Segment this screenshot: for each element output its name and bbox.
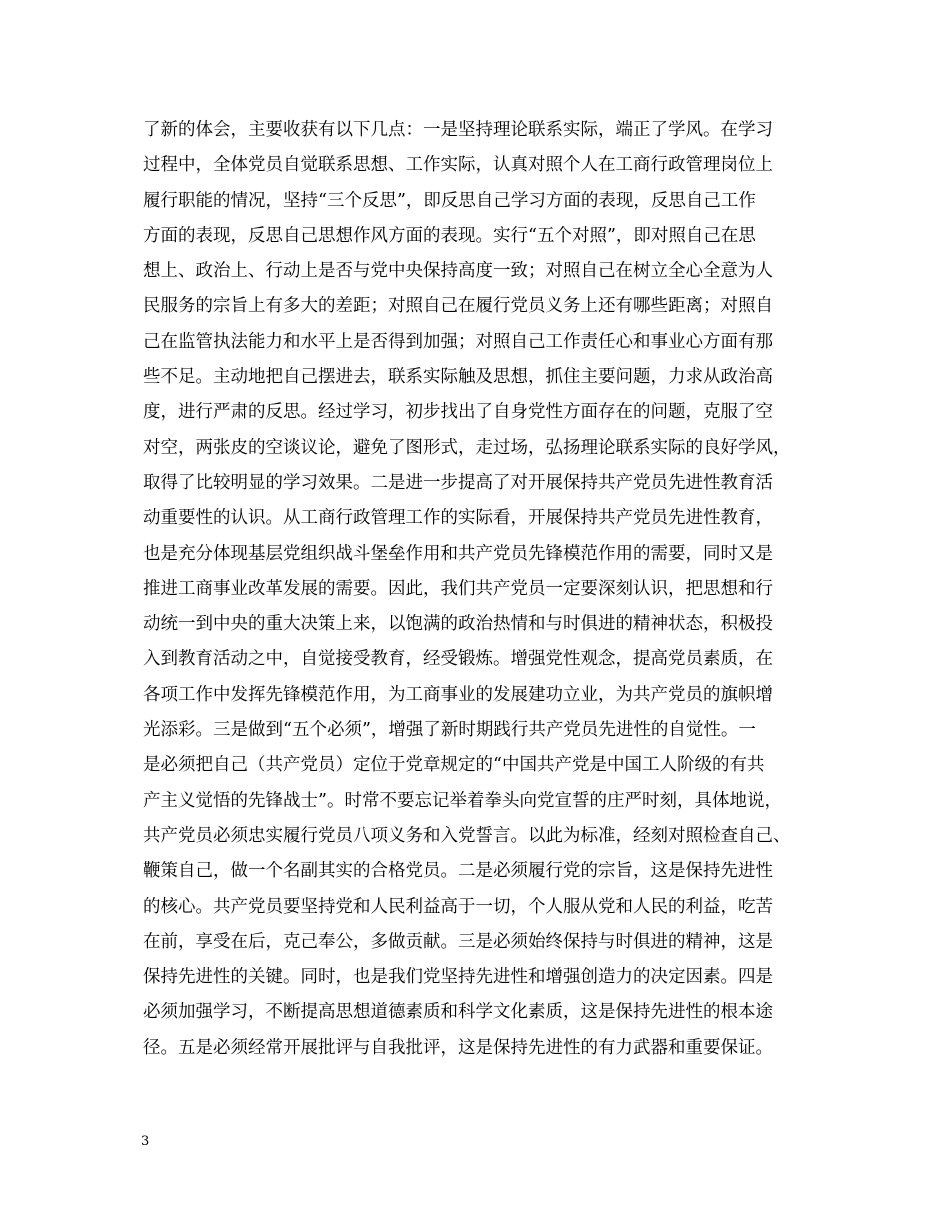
text-line: 保持先进性的关键。同时，也是我们党坚持先进性和增强创造力的决定因素。四是	[143, 967, 773, 988]
text-line: 产主义觉悟的先锋战士”。时常不要忘记举着拳头向党宣誓的庄严时刻，具体地说，	[143, 790, 782, 811]
page-number: 3	[141, 1134, 150, 1149]
text-line: 是必须把自己（共产党员）定位于党章规定的“中国共产党是中国工人阶级的有共	[143, 755, 765, 776]
text-line: 各项工作中发挥先锋模范作用，为工商事业的发展建功立业，为共产党员的旗帜增	[143, 684, 773, 705]
text-line: 取得了比较明显的学习效果。二是进一步提高了对开展保持共产党员先进性教育活	[143, 472, 773, 493]
text-line: 己在监管执法能力和水平上是否得到加强；对照自己工作责任心和事业心方面有那	[143, 331, 773, 352]
text-line: 对空，两张皮的空谈议论，避免了图形式，走过场，弘扬理论联系实际的良好学风，	[143, 437, 791, 458]
text-line: 也是充分体现基层党组织战斗堡垒作用和共产党员先锋模范作用的需要，同时又是	[143, 543, 773, 564]
text-line: 径。五是必须经常开展批评与自我批评，这是保持先进性的有力武器和重要保证。	[143, 1037, 773, 1058]
text-line: 动重要性的认识。从工商行政管理工作的实际看，开展保持共产党员先进性教育，	[143, 508, 773, 529]
text-line: 共产党员必须忠实履行党员八项义务和入党誓言。以此为标准，经刻对照检查自己、	[143, 825, 791, 846]
text-line: 想上、政治上、行动上是否与党中央保持高度一致；对照自己在树立全心全意为人	[143, 261, 773, 282]
body-text	[143, 113, 823, 1066]
text-line: 履行职能的情况，坚持“三个反思”，即反思自己学习方面的表现，反思自己工作	[143, 190, 756, 211]
text-line: 鞭策自己，做一个名副其实的合格党员。二是必须履行党的宗旨，这是保持先进性	[143, 861, 773, 882]
text-line: 些不足。主动地把自己摆进去，联系实际触及思想，抓住主要问题，力求从政治高	[143, 367, 773, 388]
text-line: 的核心。共产党员要坚持党和人民利益高于一切，个人服从党和人民的利益，吃苦	[143, 896, 773, 917]
text-line: 过程中，全体党员自觉联系思想、工作实际，认真对照个人在工商行政管理岗位上	[143, 155, 773, 176]
text-line: 光添彩。三是做到“五个必须”，增强了新时期践行共产党员先进性的自觉性。一	[143, 720, 756, 741]
text-line: 入到教育活动之中，自觉接受教育，经受锻炼。增强党性观念，提高党员素质，在	[143, 649, 773, 670]
text-line: 方面的表现，反思自己思想作风方面的表现。实行“五个对照”，即对照自己在思	[143, 225, 756, 246]
text-line: 民服务的宗旨上有多大的差距；对照自己在履行党员义务上还有哪些距离；对照自	[143, 296, 773, 317]
text-line: 了新的体会，主要收获有以下几点：一是坚持理论联系实际，端正了学风。在学习	[143, 120, 773, 140]
text-line: 度，进行严肃的反思。经过学习，初步找出了自身党性方面存在的问题，克服了空	[143, 402, 773, 423]
text-line: 在前，享受在后，克己奉公，多做贡献。三是必须始终保持与时俱进的精神，这是	[143, 931, 773, 952]
text-line: 动统一到中央的重大决策上来，以饱满的政治热情和与时俱进的精神状态，积极投	[143, 614, 773, 635]
text-line: 必须加强学习，不断提高思想道德素质和科学文化素质，这是保持先进性的根本途	[143, 1002, 773, 1023]
text-line: 推进工商事业改革发展的需要。因此，我们共产党员一定要深刻认识，把思想和行	[143, 578, 773, 599]
